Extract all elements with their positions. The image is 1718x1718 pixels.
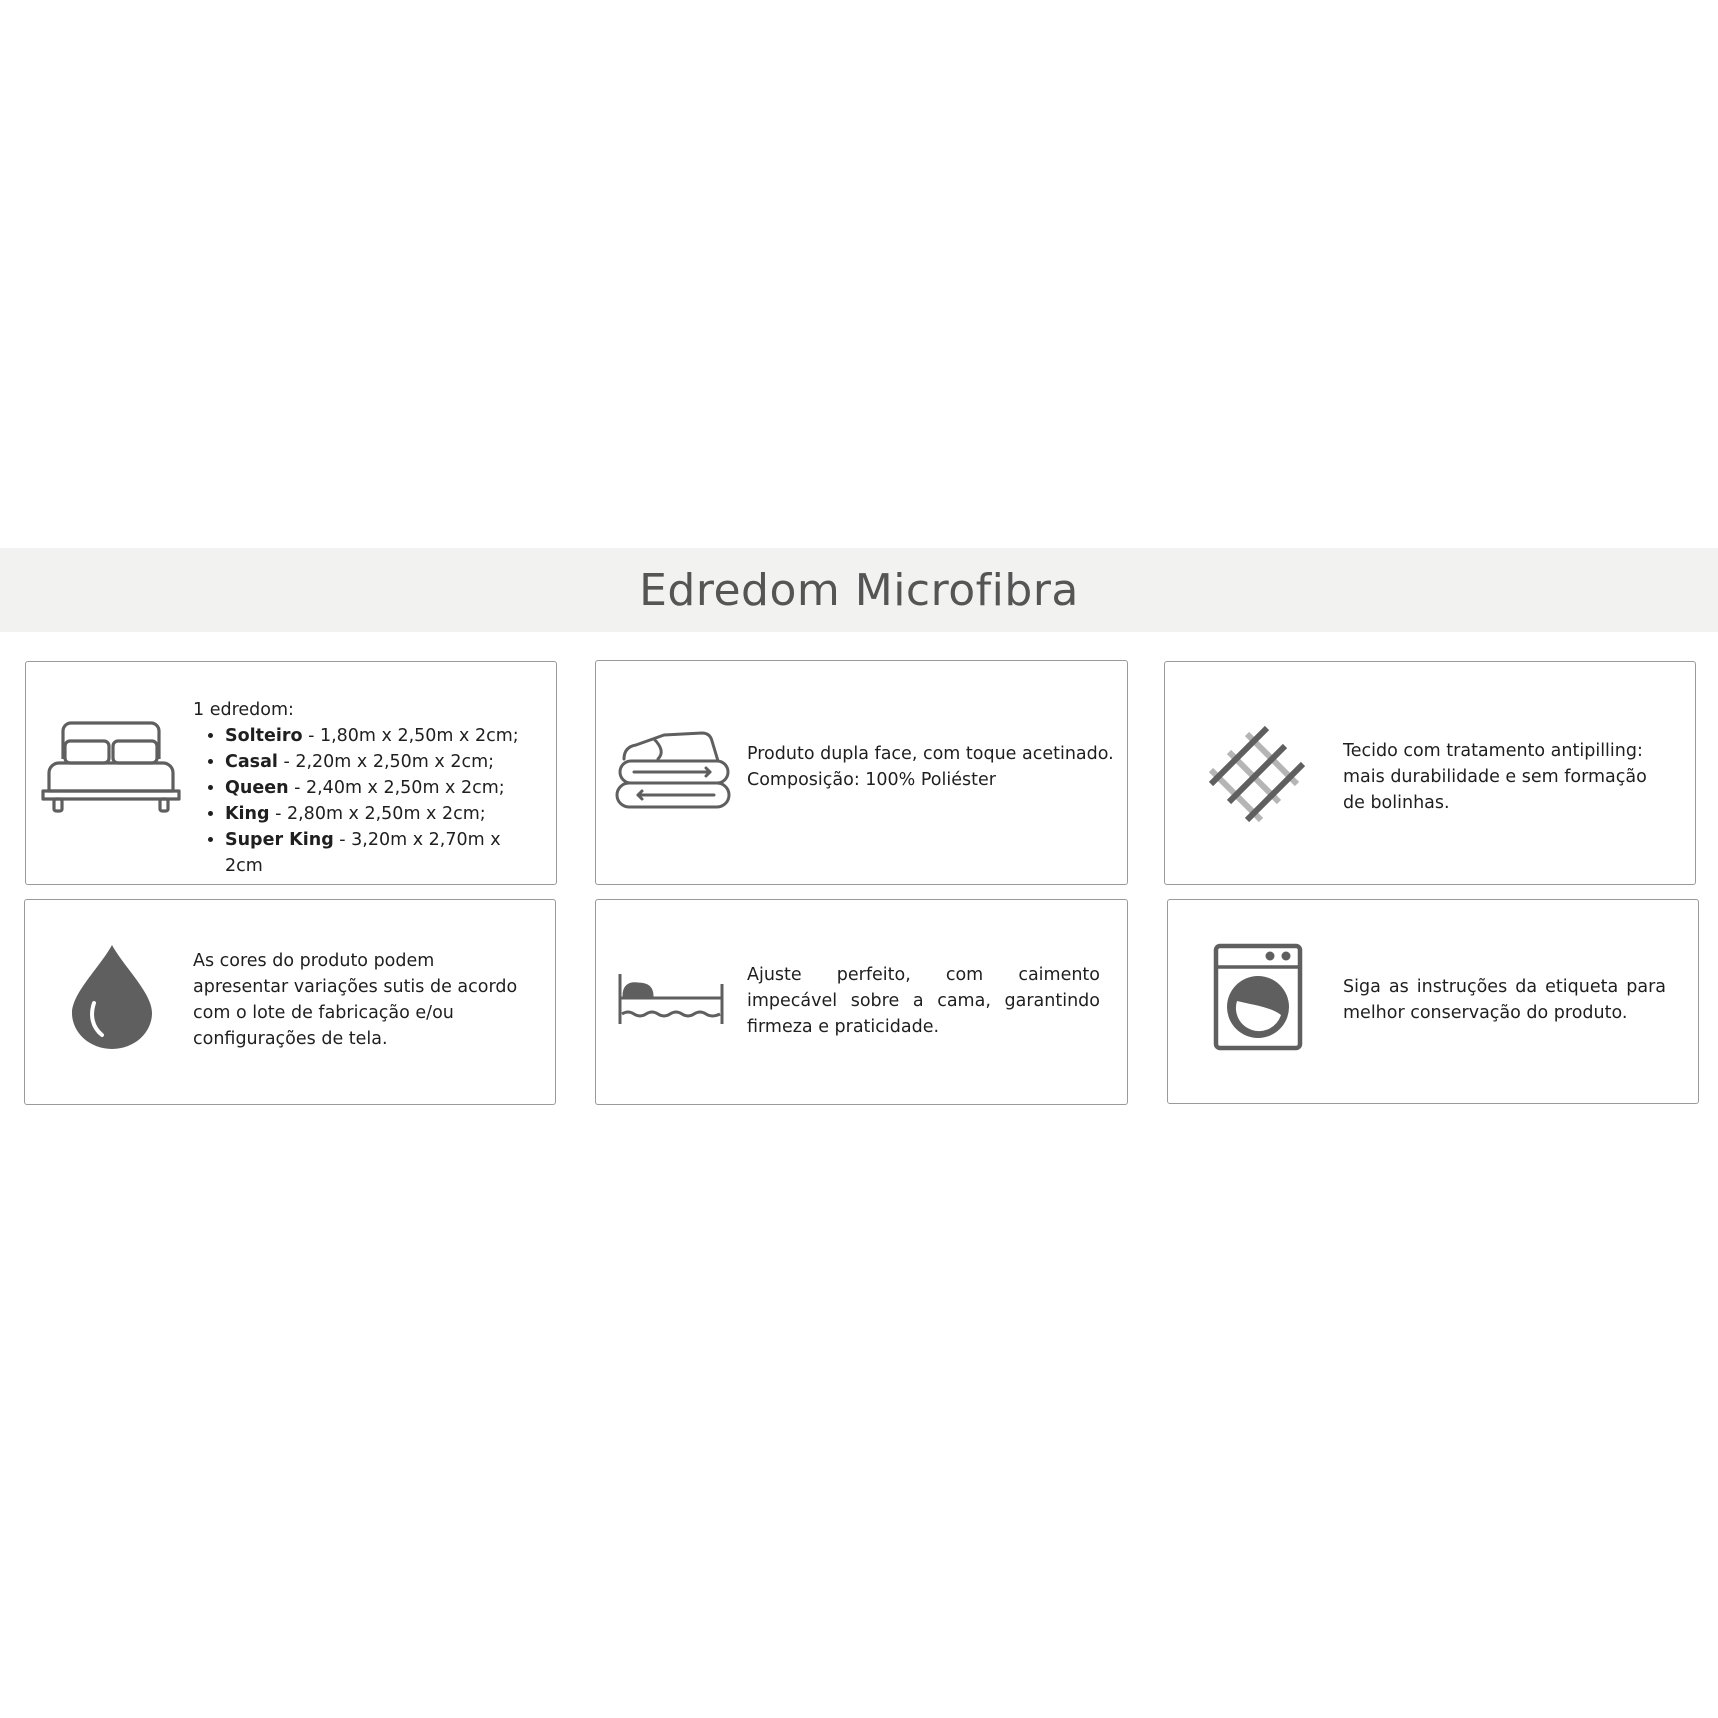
color-drop-icon bbox=[70, 943, 154, 1051]
washing-text: Siga as instruções da etiqueta para melhor conservação do produto. bbox=[1343, 977, 1666, 1023]
title-band bbox=[0, 548, 1718, 632]
page-title: Edredom Microfibra bbox=[639, 564, 1079, 616]
list-item: • Queen - 2,40m x 2,50m x 2cm; bbox=[225, 775, 543, 801]
double-face-text bbox=[747, 741, 1122, 793]
fitted-bed-icon bbox=[618, 972, 724, 1026]
list-item: • King - 2,80m x 2,50m x 2cm; bbox=[225, 801, 543, 827]
list-item: • Super King - 3,20m x 2,70m x 2cm bbox=[225, 827, 543, 879]
antipilling-text: Tecido com tratamento antipilling: mais durabilidade e sem formação de bolinhas. bbox=[1343, 741, 1647, 813]
folded-blanket-icon bbox=[614, 731, 732, 819]
fabric-weave-icon bbox=[1203, 722, 1313, 827]
double-face-line1: Produto dupla face, com toque acetinado. bbox=[747, 744, 1114, 764]
washing-machine-icon bbox=[1213, 943, 1303, 1051]
composition-line: Composição: 100% Poliéster bbox=[747, 770, 996, 790]
sizes-list bbox=[193, 723, 543, 879]
list-item: • Casal - 2,20m x 2,50m x 2cm; bbox=[225, 749, 543, 775]
double-bed-icon bbox=[41, 717, 181, 822]
colors-card bbox=[24, 899, 556, 1105]
list-item: • Solteiro - 1,80m x 2,50m x 2cm; bbox=[225, 723, 543, 749]
antipilling-card bbox=[1164, 661, 1696, 885]
washing-card bbox=[1167, 899, 1699, 1104]
sizes-text bbox=[193, 697, 543, 879]
sizes-card bbox=[25, 661, 557, 885]
double-face-card bbox=[595, 660, 1128, 885]
sizes-intro: 1 edredom: bbox=[193, 700, 294, 720]
fit-text: Ajuste perfeito, com caimento impecável sobre a cama, garantindo firmeza e praticidade. bbox=[747, 965, 1100, 1037]
colors-text: As cores do produto podem apresentar variações sutis de acordo com o lote de fabricação e/ou configurações de tela. bbox=[193, 951, 518, 1049]
fit-card bbox=[595, 899, 1128, 1105]
